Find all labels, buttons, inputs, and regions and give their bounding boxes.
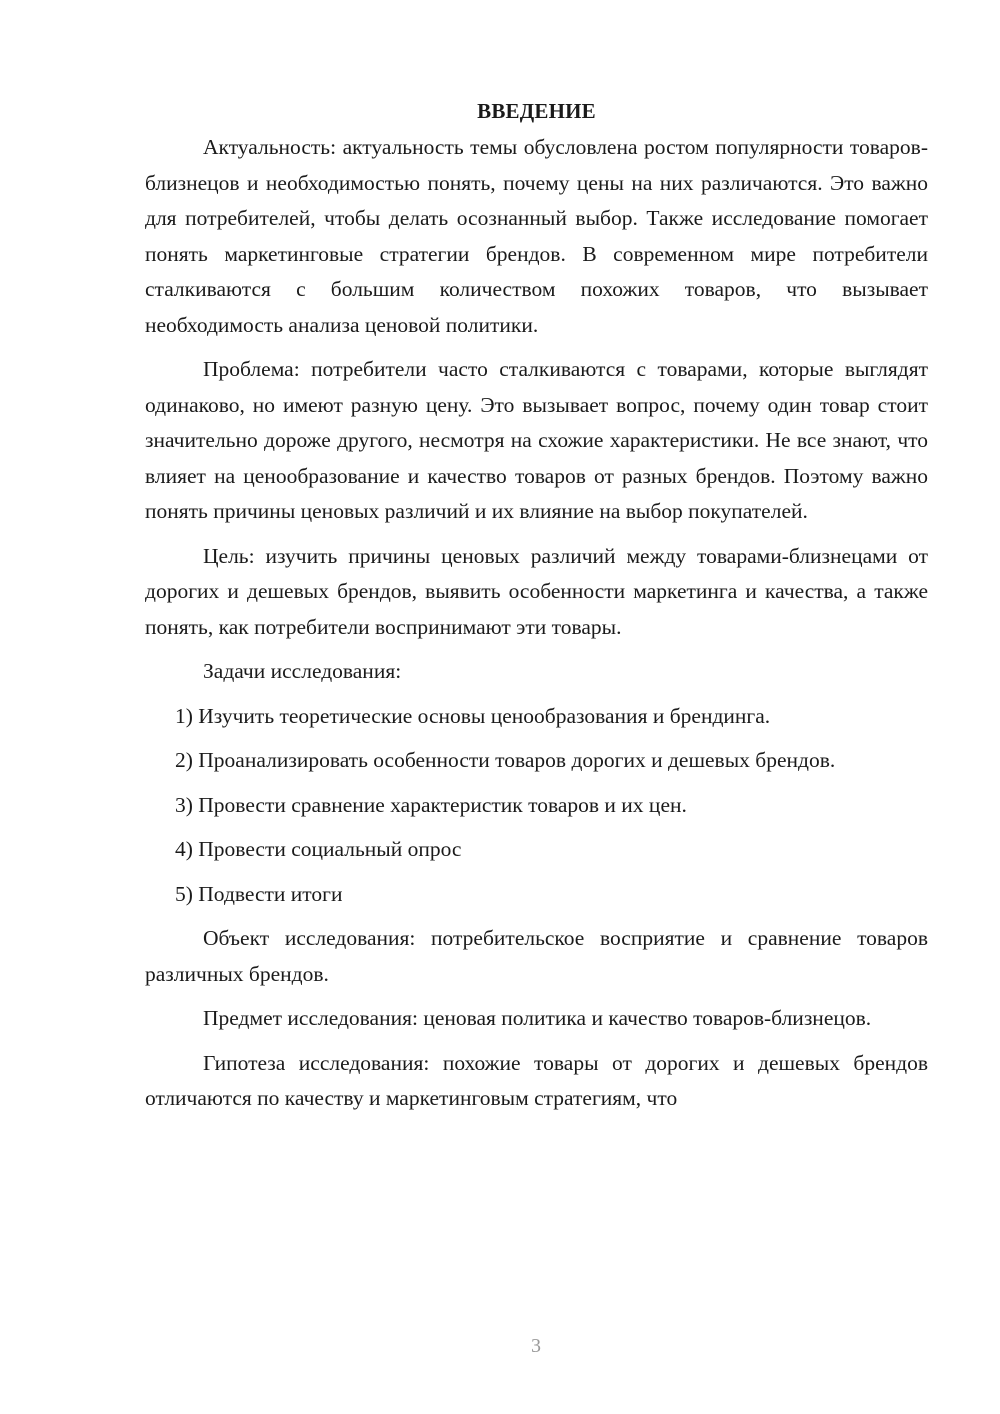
- task-item: 5) Подвести итоги: [175, 881, 343, 906]
- paragraph-subject: Предмет исследования: ценовая политика и качество товаров-близнецов.: [203, 1006, 872, 1030]
- paragraph-goal: Цель: изучить причины ценовых различий между товарами-близнецами от дорогих и дешевых брендов, выявить особенности маркетинга и качества, а также понять, как потребители воспринимают эти товары.: [145, 543, 928, 639]
- tasks-heading: Задачи исследования:: [203, 659, 402, 683]
- paragraph-problem: Проблема: потребители часто сталкиваются с товарами, которые выглядят одинаково, но имеют разную цену. Это вызывает вопрос, почему один товар стоит значительно дороже другого, несмотря на схожие характеристики. Не все знают, что влияет на ценообразование и качество товаров от разных брендов. Поэтому важно понять причины ценовых различий и их влияние на выбор покупателей.: [145, 357, 928, 523]
- page-title: ВВЕДЕНИЕ: [477, 99, 596, 123]
- paragraph-hypothesis: Гипотеза исследования: похожие товары от дорогих и дешевых брендов отличаются по качеству и маркетинговым стратегиям, что: [145, 1050, 928, 1110]
- task-item: 3) Провести сравнение характеристик товаров и их цен.: [175, 792, 687, 817]
- task-item: 4) Провести социальный опрос: [175, 837, 462, 861]
- paragraph-relevance: Актуальность: актуальность темы обусловлена ростом популярности товаров-близнецов и необходимостью понять, почему цены на них различаются. Это важно для потребителей, чтобы делать осознанный выбор. Также исследование помогает понять маркетинговые стратегии брендов. В современном мире потребители сталкиваются с большим количеством похожих товаров, что вызывает необходимость анализа ценовой политики.: [145, 135, 928, 337]
- document-page: [145, 96, 928, 1126]
- task-item: 1) Изучить теоретические основы ценообразования и брендинга.: [175, 703, 771, 728]
- page-number: 3: [531, 1335, 541, 1357]
- task-item: 2) Проанализировать особенности товаров дорогих и дешевых брендов.: [175, 748, 836, 772]
- paragraph-object: Объект исследования: потребительское восприятие и сравнение товаров различных брендов.: [145, 926, 928, 986]
